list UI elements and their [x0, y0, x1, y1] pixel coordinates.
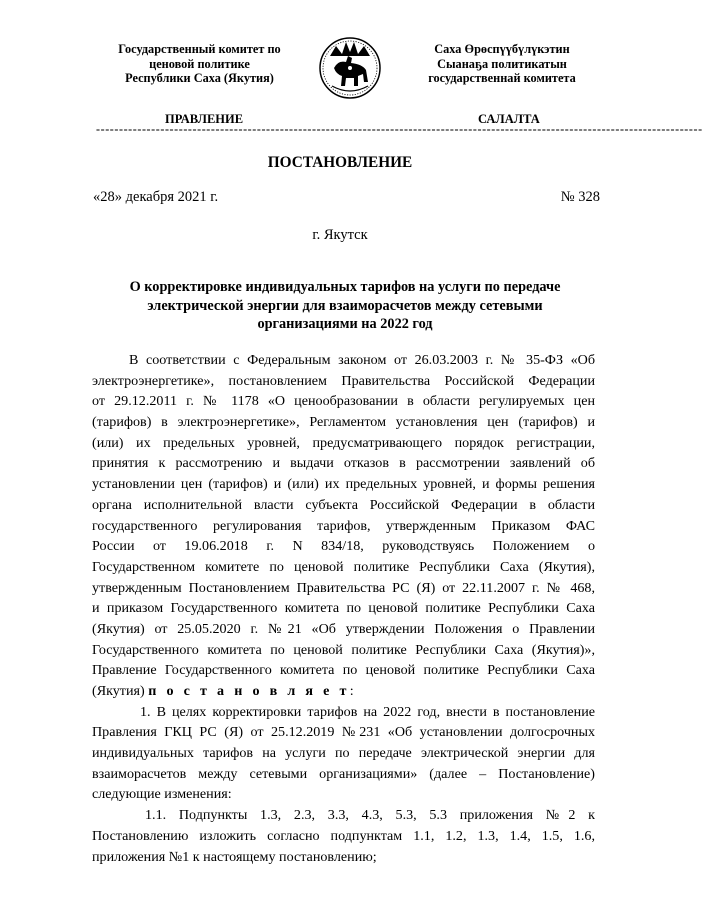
body-line: (тарифов) в электроэнергетике», Регламентом установления цен (тарифов) и [92, 414, 595, 431]
document-city: г. Якутск [312, 227, 368, 243]
body-line: органа исполнительной власти субъекта Российской Федерации в области [92, 496, 595, 513]
body-line: государственного регулирования тарифов, утвержденным Приказом ФАС [92, 517, 595, 534]
document-date: «28» декабря 2021 г. [93, 189, 219, 205]
body-line: 1.1. Подпункты 1.3, 2.3, 3.3, 4.3, 5.3, 5.3 приложения №2 к [145, 807, 595, 824]
body-line: Правления ГКЦ РС (Я) от 25.12.2019 №231 «Об установлении долгосрочных [92, 724, 595, 741]
resolves-prefix: (Якутия) [92, 683, 149, 699]
body-line: (или) их предельных уровней, предусматривающего порядок регистрации, [92, 434, 595, 451]
issuer-line: Сыанаҕа политикатын [437, 56, 567, 71]
body-line: от 29.12.2011 г. № 1178 «О ценообразовании в области регулируемых цен [92, 393, 595, 410]
body-line-resolves [92, 681, 595, 702]
issuer-line: Республики Саха (Якутия) [125, 71, 274, 85]
issuer-name-russian [92, 42, 307, 86]
resolves-word: п о с т а н о в л я е т [148, 683, 350, 699]
issuer-line: государственнай комитета [428, 71, 576, 85]
issuer-line: Государственный комитет по [118, 42, 281, 56]
header-separator: ------------------------------------------------------------------------------------------------------------------------------------ [96, 122, 703, 136]
body-line: 1. В целях корректировки тарифов на 2022 год, внести в постановление [140, 703, 595, 720]
subject-line: организациями на 2022 год [257, 316, 433, 333]
body-line: индивидуальных тарифов на услуги по передаче электрической энергии для [92, 745, 595, 762]
body-line: установлении цен (тарифов) и (или) их предельных уровней, и формы решения [92, 476, 595, 493]
body-line: приложения №1 к настоящему постановлению; [92, 848, 377, 865]
body-line: принятия к рассмотрению и выдачи отказов в рассмотрении заявлений об [92, 455, 595, 472]
body-line: Правление Государственного комитета по ценовой политике Республики Саха [92, 662, 595, 679]
body-line: В соответствии с Федеральным законом от 26.03.2003 г. № 35-ФЗ «Об [129, 352, 595, 368]
subject-line: электрической энергии для взаиморасчетов между сетевыми [147, 297, 543, 314]
coat-of-arms-sakha-emblem [318, 34, 382, 100]
body-line: Государственном комитете по ценовой политике Республики Саха (Якутия), [92, 558, 595, 575]
issuer-line: Саха Өрөспүүбүлүкэтин [434, 42, 570, 56]
body-line: России от 19.06.2018 г. N 834/18, руководствуясь Положением о [92, 538, 595, 555]
document-title: ПОСТАНОВЛЕНИЕ [267, 154, 413, 171]
body-line: взаиморасчетов между сетевыми организациями» (далее – Постановление) [92, 765, 595, 782]
body-line: Государственного комитета по ценовой политике Республики Саха (Якутия)», [92, 641, 595, 658]
document-subject [110, 278, 580, 334]
resolves-suffix: : [349, 683, 354, 699]
issuer-name-yakut [396, 42, 608, 86]
document-number: № 328 [560, 189, 600, 205]
department-label-russian: ПРАВЛЕНИЕ [165, 112, 244, 126]
body-line: и приказом Государственного комитета по ценовой политике Республики Саха [92, 600, 595, 617]
body-line: Постановлению изложить согласно подпунктам 1.1, 1.2, 1.3, 1.4, 1.5, 1.6, [92, 827, 595, 844]
body-line: электроэнергетике», постановлением Правительства Российской Федерации [92, 372, 595, 389]
department-label-yakut: САЛАЛТА [478, 112, 540, 126]
body-line: следующие изменения: [92, 786, 232, 803]
subject-line: О корректировке индивидуальных тарифов на услуги по передаче [129, 279, 561, 295]
body-line: утвержденным Постановлением Правительства РС (Я) от 22.11.2007 г. № 468, [92, 579, 595, 596]
body-line: (Якутия) от 25.05.2020 г. №21 «Об утверждении Положения о Правлении [92, 620, 595, 637]
document-body [92, 350, 595, 867]
issuer-line: ценовой политике [149, 56, 250, 71]
